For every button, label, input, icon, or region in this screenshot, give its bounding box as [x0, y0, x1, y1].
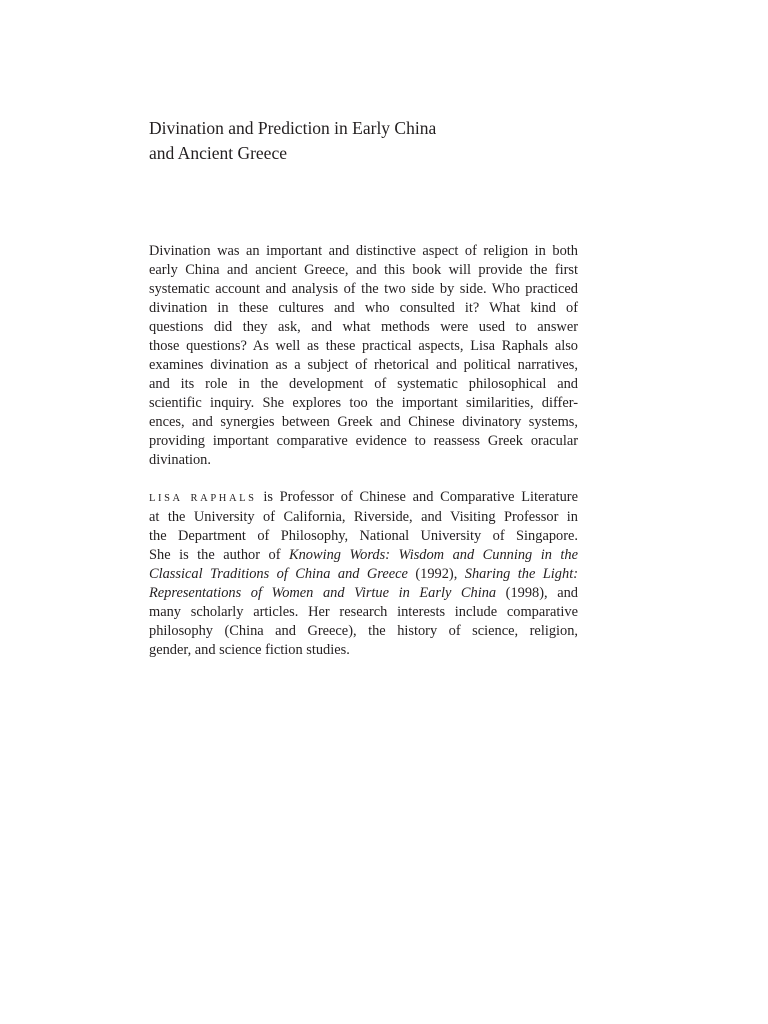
- bio-line: many scholarly articles. Her research interests include comparative: [149, 604, 578, 620]
- author-bio: [149, 488, 578, 660]
- book-citation: Knowing Words: Wisdom and Cunning in the: [289, 547, 578, 563]
- book-description: [149, 242, 578, 470]
- book-title-line-1: Divination and Prediction in Early China: [149, 118, 437, 138]
- bio-line: philosophy (China and Greece), the history of science, religion,: [149, 623, 578, 639]
- description-line: systematic account and analysis of the two side by side. Who practiced: [149, 281, 578, 297]
- description-line: divination.: [149, 452, 211, 468]
- description-line: Divination was an important and distinctive aspect of religion in both: [149, 243, 578, 259]
- bio-line: gender, and science fiction studies.: [149, 642, 350, 658]
- description-line: ences, and synergies between Greek and Chinese divinatory systems,: [149, 414, 578, 430]
- bio-line: LISA RAPHALS is Professor of Chinese and Comparative Literature: [149, 489, 578, 505]
- bio-line: She is the author of Knowing Words: Wisdom and Cunning in the: [149, 547, 578, 563]
- book-title-line-2: and Ancient Greece: [149, 143, 287, 163]
- description-line: questions did they ask, and what methods were used to answer: [149, 319, 578, 335]
- bio-line: Classical Traditions of China and Greece (1992), Sharing the Light:: [149, 566, 578, 582]
- description-line: those questions? As well as these practical aspects, Lisa Raphals also: [149, 338, 578, 354]
- bio-line: the Department of Philosophy, National University of Singapore.: [149, 528, 578, 544]
- author-name: LISA RAPHALS: [149, 493, 257, 504]
- description-line: and its role in the development of systematic philosophical and: [149, 376, 578, 392]
- book-citation: Sharing the Light:: [464, 566, 578, 582]
- bio-line: Representations of Women and Virtue in Early China (1998), and: [149, 585, 578, 601]
- book-citation: Classical Traditions of China and Greece: [149, 566, 408, 582]
- description-line: providing important comparative evidence to reassess Greek oracular: [149, 433, 578, 449]
- description-line: early China and ancient Greece, and this book will provide the first: [149, 262, 578, 278]
- book-citation: Representations of Women and Virtue in Early China: [149, 585, 497, 601]
- description-line: examines divination as a subject of rhetorical and political narratives,: [149, 357, 578, 373]
- description-line: scientific inquiry. She explores too the important similarities, differ-: [149, 395, 578, 411]
- book-title: [149, 116, 589, 166]
- description-line: divination in these cultures and who consulted it? What kind of: [149, 300, 578, 316]
- bio-line: at the University of California, Riverside, and Visiting Professor in: [149, 509, 578, 525]
